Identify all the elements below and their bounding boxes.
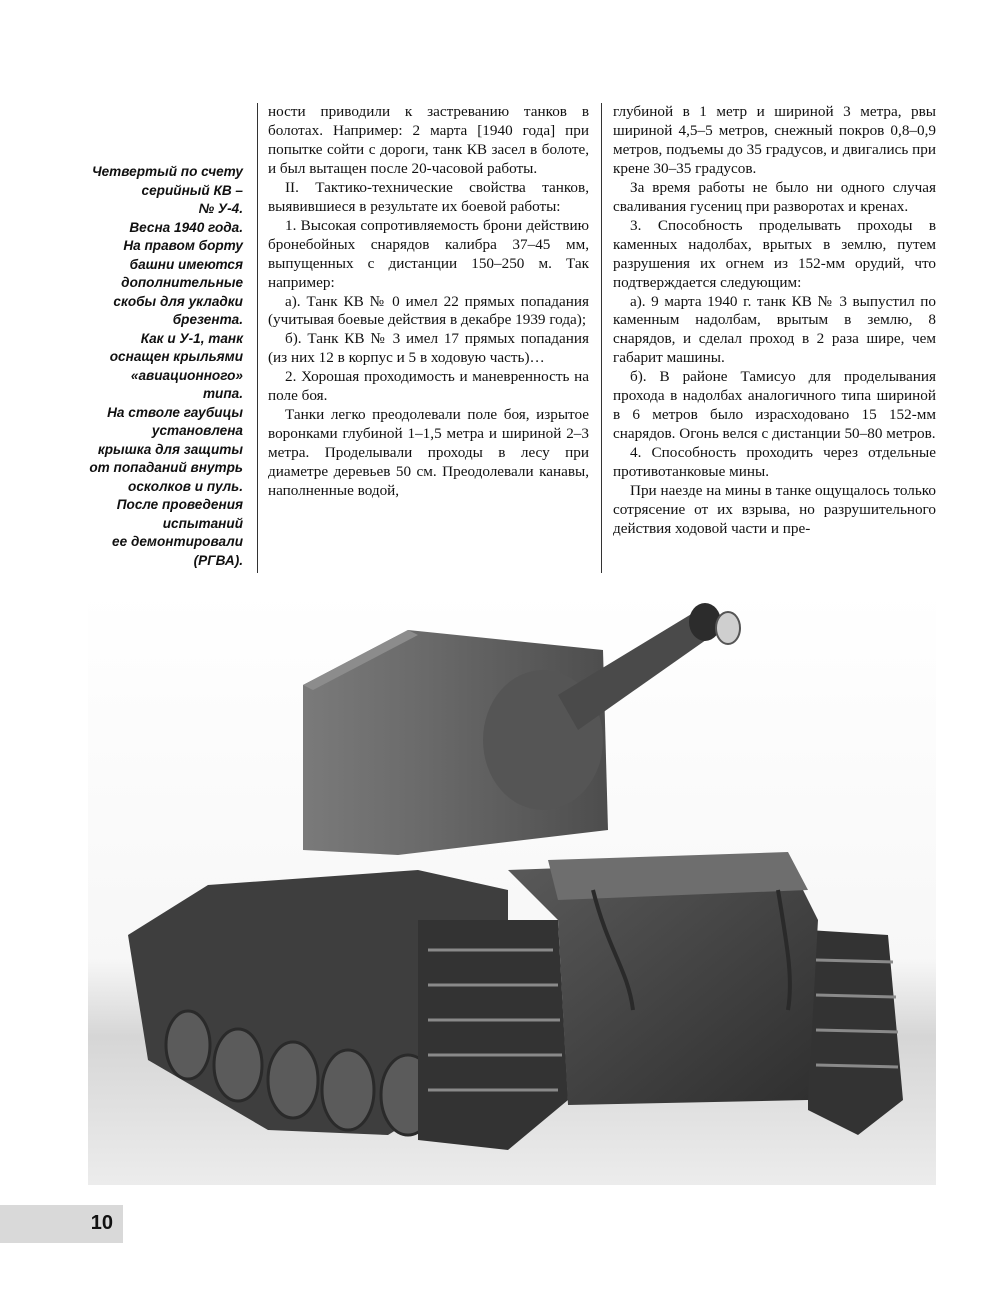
- caption-line: скобы для укладки: [113, 293, 243, 309]
- caption-line: серийный КВ –: [141, 182, 243, 198]
- text-column-2: [613, 103, 936, 539]
- caption-line: Весна 1940 года.: [129, 219, 243, 235]
- caption-line: испытаний: [162, 515, 243, 531]
- caption-line: осколков и пуль.: [128, 478, 243, 494]
- paragraph: 2. Хорошая проходимость и маневренность на поле боя.: [268, 368, 589, 405]
- caption-line: дополнительные: [121, 275, 243, 290]
- caption-line: (РГВА).: [193, 552, 243, 568]
- paragraph: II. Тактико-технические свойства танков, выявившиеся в результате их боевой работы:: [268, 178, 589, 215]
- caption-line: крышка для защиты: [97, 441, 243, 457]
- paragraph: а). Танк КВ № 0 имел 22 прямых попадания (учитывая боевые действия в декабре 1939 года);: [268, 292, 589, 329]
- paragraph: б). В районе Тамисyo для проделывания прохода в надолбах аналогичного типа шириной в 6 метров было израсходовано 15 152-мм снарядов. Огонь велся с дистанции 50–80 метров.: [613, 368, 936, 443]
- caption-line: башни имеются: [129, 256, 243, 272]
- paragraph: 4. Способность проходить через отдельные противотанковые мины.: [613, 444, 936, 481]
- photo-caption: [70, 163, 243, 570]
- caption-line: установлена: [151, 423, 243, 438]
- caption-line: «авиационного»: [130, 367, 243, 383]
- paragraph: б). Танк КВ № 3 имел 17 прямых попадания (из них 12 в корпус и 5 в ходовую часть)…: [268, 330, 589, 367]
- caption-line: На стволе гаубицы: [107, 404, 243, 420]
- paragraph: глубиной в 1 метр и шириной 3 метра, рвы шириной 4,5–5 метров, снежный покров 0,8–0,9 метров, подъемы до 35 градусов, и двигались при крене 30–35 градусов.: [613, 103, 936, 177]
- paragraph: При наезде на мины в танке ощущалось только сотрясение от их взрыва, но разрушительного действия ходовой части и пре-: [613, 482, 937, 537]
- caption-line: Четвертый по счету: [91, 164, 243, 179]
- tank-photo: [88, 590, 936, 1185]
- caption-line: На правом борту: [123, 238, 243, 253]
- tank-illustration: [88, 590, 936, 1185]
- page-number-box: [0, 1205, 123, 1243]
- paragraph: 1. Высокая сопротивляемость брони действию бронебойных снарядов калибра 37–45 мм, выпущенных с дистанции 150–250 м. Так например:: [268, 216, 589, 291]
- caption-line: от попаданий внутрь: [89, 460, 243, 475]
- caption-line: После проведения: [116, 497, 243, 512]
- paragraph: а). 9 марта 1940 г. танк КВ № 3 выпустил по каменным надолбам, врытым в землю, 8 снарядов, и сделал проход в 2 раза шире, чем габарит машины.: [613, 292, 936, 367]
- caption-line: оснащен крыльями: [109, 349, 243, 364]
- paragraph: За время работы не было ни одного случая сваливания гусениц при разворотах и кренах.: [613, 178, 936, 215]
- caption-line: типа.: [202, 386, 243, 401]
- paragraph: Танки легко преодолевали поле боя, изрытое воронками глубиной 1–1,5 метра и шириной 2–3 метра. Проделывали проходы в лесу при диаметре деревьев 50 см. Преодолевали канавы, наполненные водой,: [268, 406, 589, 500]
- paragraph: ности приводили к застреванию танков в болотах. Например: 2 марта [1940 года] при попытке сойти с дороги, танк КВ засел в болоте, и был вытащен после 20-часовой работы.: [268, 103, 589, 177]
- paragraph: 3. Способность проделывать проходы в каменных надолбах, врытых в землю, путем разрушения их огнем из 152-мм орудий, что подтверждается следующим:: [613, 216, 936, 291]
- caption-line: № У-4.: [198, 201, 243, 216]
- caption-line: ее демонтировали: [112, 534, 243, 549]
- text-column-1: [268, 103, 589, 501]
- caption-line: брезента.: [172, 312, 243, 327]
- caption-line: Как и У-1, танк: [140, 330, 243, 346]
- column-rule-left: [257, 103, 258, 573]
- page-number: 10: [90, 1212, 113, 1234]
- column-rule-right: [601, 103, 602, 573]
